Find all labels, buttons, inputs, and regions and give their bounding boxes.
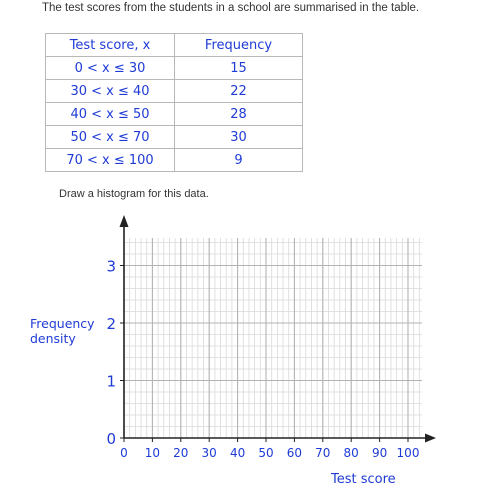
x-tick-label: 10 xyxy=(144,446,161,460)
x-tick-label: 80 xyxy=(343,446,359,460)
x-axis-arrow-icon xyxy=(425,434,436,443)
x-tick-label: 40 xyxy=(229,446,246,460)
x-tick-label: 50 xyxy=(258,446,274,460)
major-grid xyxy=(124,238,422,438)
instruction-text: Draw a histogram for this data. xyxy=(59,188,209,200)
score-cell: 50 < x ≤ 70 xyxy=(46,126,175,149)
y-tick-label: 0 xyxy=(106,430,116,448)
y-axis-label-line1: Frequency xyxy=(30,316,95,331)
x-axis-label: Test score xyxy=(331,472,396,487)
x-tick-label: 30 xyxy=(201,446,217,460)
intro-text: The test scores from the students in a school are summarised in the table. xyxy=(42,2,420,14)
frequency-cell: 28 xyxy=(175,103,303,126)
y-tick-label: 3 xyxy=(106,257,116,276)
x-tick-label: 20 xyxy=(173,446,189,460)
y-tick-label: 2 xyxy=(106,315,116,333)
frequency-cell: 30 xyxy=(175,126,303,149)
y-axis-arrow-icon xyxy=(120,215,129,227)
x-tick-label: 100 xyxy=(396,446,420,460)
score-cell: 30 < x ≤ 40 xyxy=(46,80,175,103)
minor-grid xyxy=(124,238,422,438)
frequency-cell: 15 xyxy=(175,57,303,80)
frequency-cell: 9 xyxy=(175,149,303,172)
y-tick-label: 1 xyxy=(106,372,116,391)
header-test-score: Test score, x xyxy=(46,34,175,57)
header-frequency: Frequency xyxy=(175,34,303,57)
y-axis-label-line2: density xyxy=(30,331,76,346)
x-tick-label: 0 xyxy=(120,446,128,460)
x-tick-labels xyxy=(120,438,419,460)
score-cell: 70 < x ≤ 100 xyxy=(46,149,175,172)
x-tick-label: 90 xyxy=(371,446,388,460)
score-cell: 0 < x ≤ 30 xyxy=(46,57,175,80)
x-tick-label: 70 xyxy=(315,446,331,460)
x-tick-label: 60 xyxy=(286,446,303,460)
score-cell: 40 < x ≤ 50 xyxy=(46,103,175,126)
y-tick-labels xyxy=(106,258,124,449)
frequency-cell: 22 xyxy=(175,80,303,103)
